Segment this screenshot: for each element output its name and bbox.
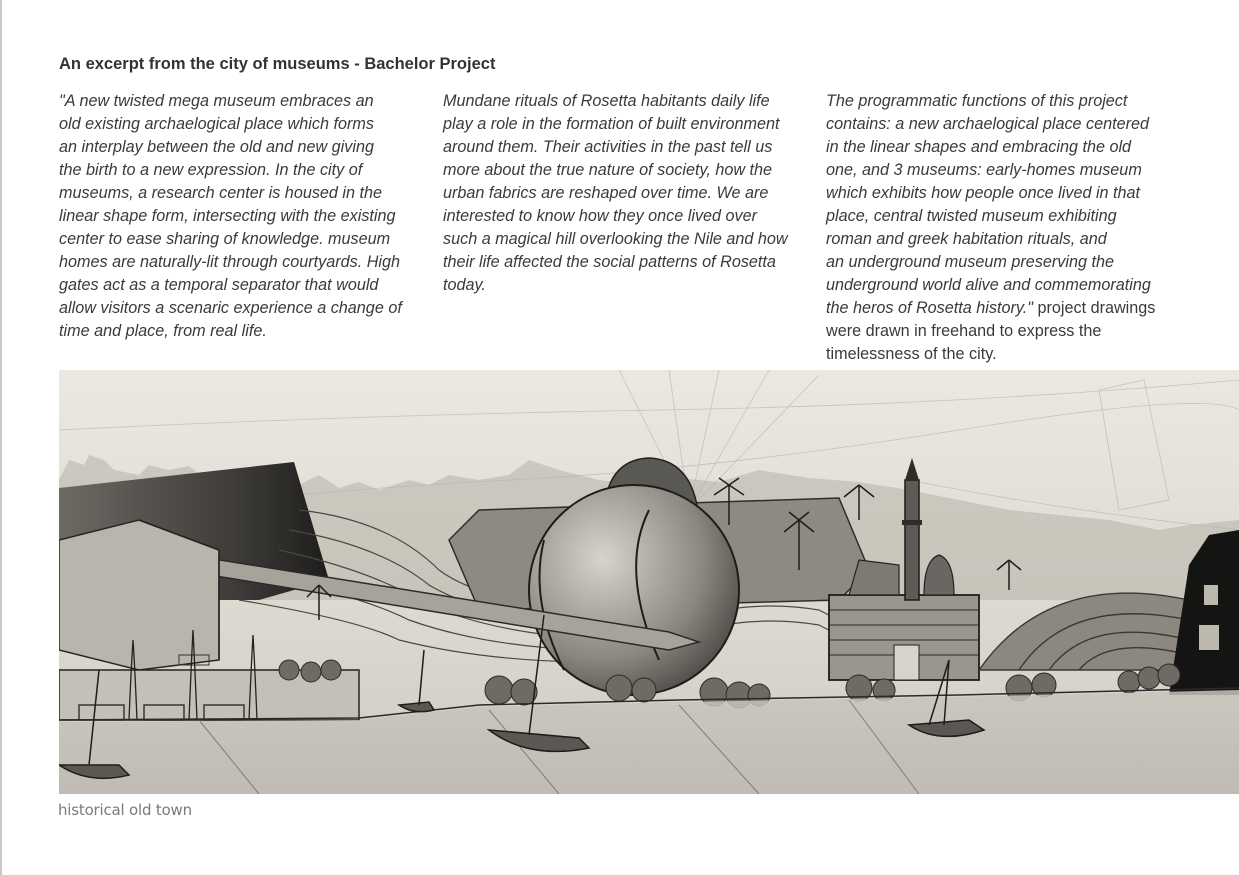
minaret [902, 458, 922, 600]
text-column-2 [443, 90, 813, 297]
text-column-3 [826, 90, 1196, 366]
column-3-italic-text: The programmatic functions of this project contains: a new archaelogical place centered in the linear shapes and embracing the old one, and 3 museums: early-homes museum which exhibits how people once lived in that place, central twisted museum exhibiting roman and greek habitation rituals, and an underground museum preserving the underground world alive and commemorating the heros of Rosetta history." [826, 92, 1151, 317]
article-title: An excerpt from the city of museums - Bachelor Project [59, 55, 496, 73]
freehand-city-drawing [59, 370, 1239, 794]
left-box-volume [59, 520, 219, 670]
text-column-1 [59, 90, 427, 343]
column-3-plain-text: project drawings were drawn in freehand to express the timelessness of the city. [826, 299, 1156, 363]
column-1-italic-text: "A new twisted mega museum embraces an old existing archaelogical place which forms an interplay between the old and new giving the birth to a new expression. In the city of museums, a research center is housed in the linear shape form, intersecting with the existing center to ease sharing of knowledge. museum homes are naturally-lit through courtyards. High gates act as a temporal separator that would allow visitors a scenaric experience a change of time and place, from real life. [59, 92, 402, 340]
building-door [894, 645, 919, 680]
page-left-border [0, 0, 2, 875]
figure-caption: historical old town [58, 801, 192, 819]
project-drawing-image [59, 370, 1239, 794]
column-2-italic-text: Mundane rituals of Rosetta habitants daily life play a role in the formation of built environment around them. Their activities in the past tell us more about the true nature of society, how the urban fabrics are reshaped over time. We are interested to know how they once lived over such a magical hill overlooking the Nile and how their life affected the social patterns of Rosetta today. [443, 92, 788, 294]
